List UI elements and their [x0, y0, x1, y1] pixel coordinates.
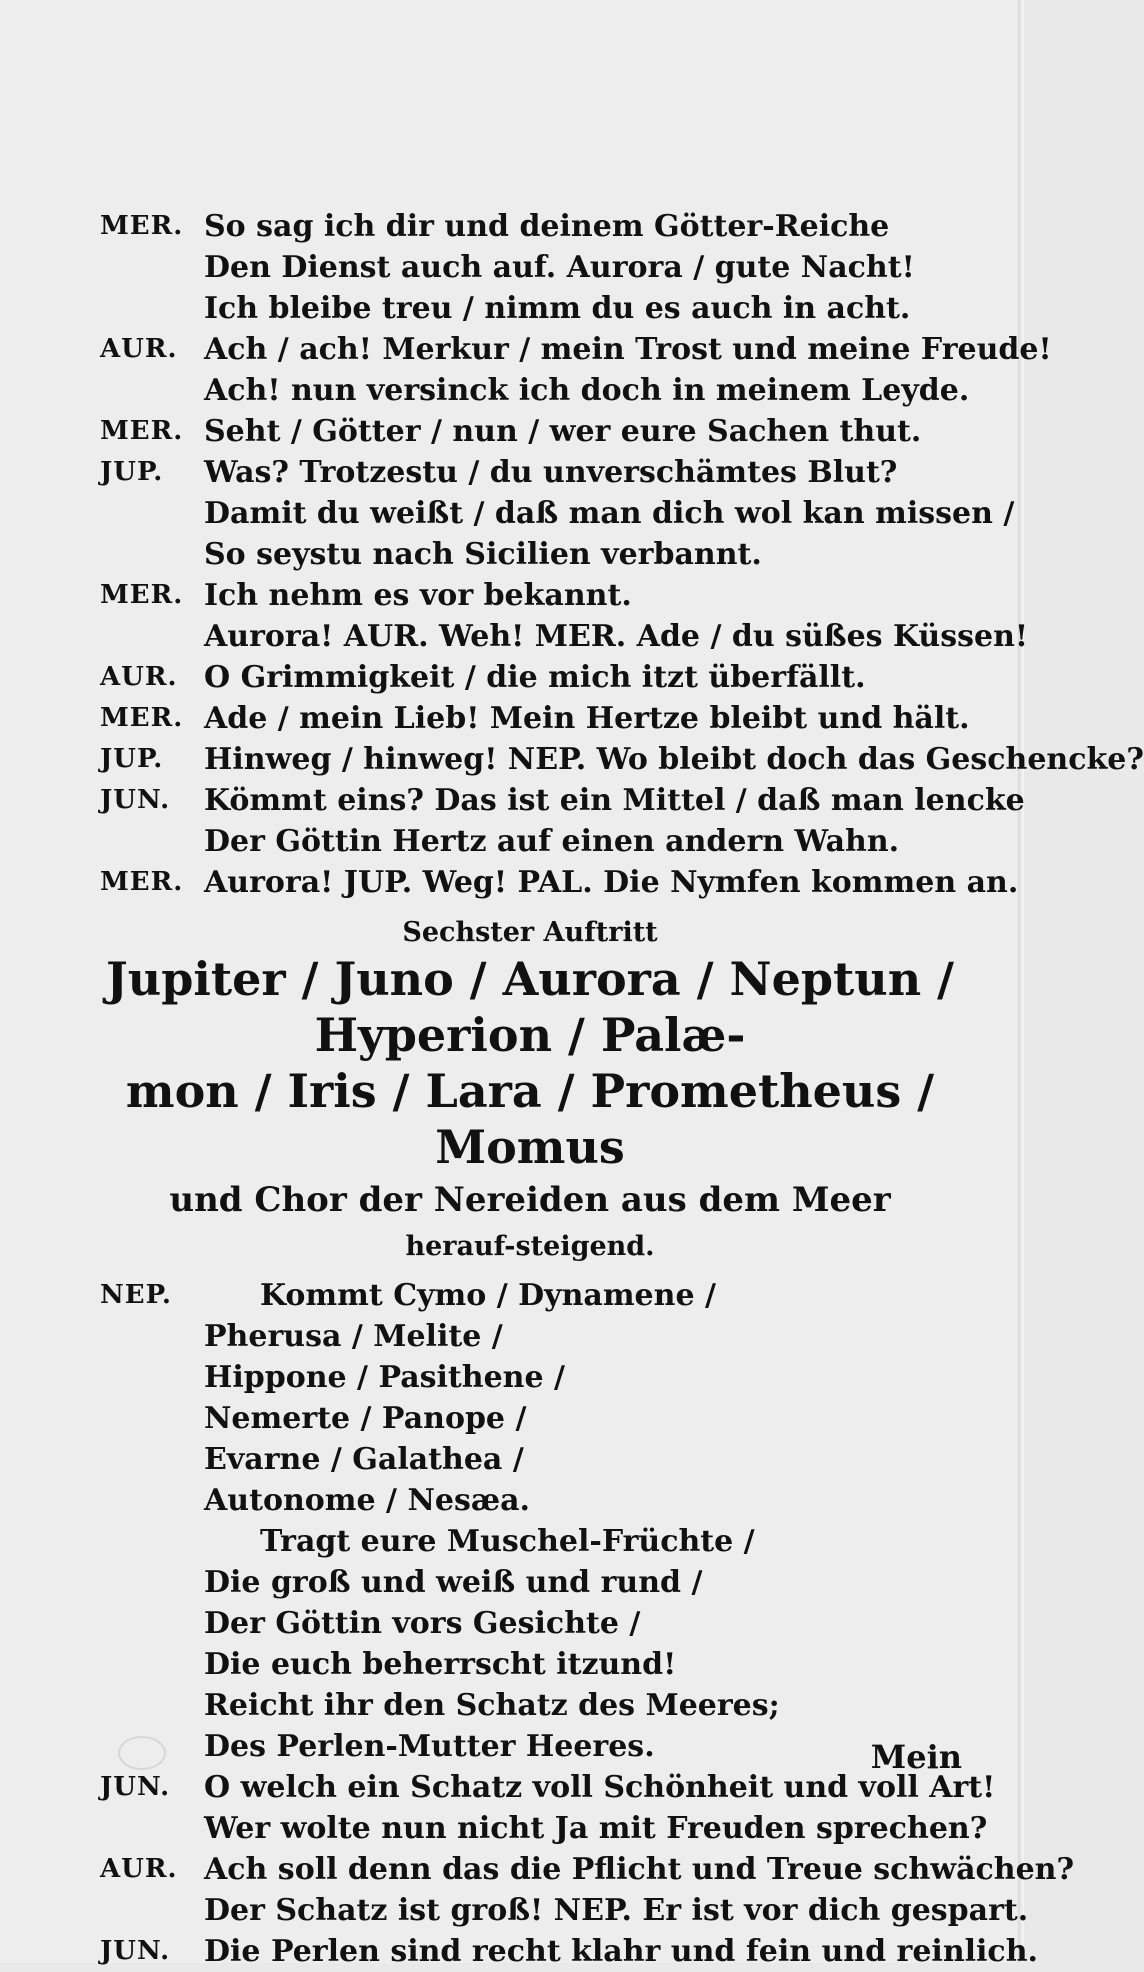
- dialogue-line: [100, 821, 980, 862]
- speaker-label: MER.: [100, 867, 184, 897]
- page-edge: [1018, 0, 1024, 1963]
- speaker-label: MER.: [100, 580, 184, 610]
- line-text: Hinweg / hinweg! NEP. Wo bleibt doch das Geschencke?: [204, 742, 1144, 777]
- line-text: Hippone / Pasithene /: [204, 1360, 565, 1395]
- dialogue-line: [100, 247, 980, 288]
- line-text: Nemerte / Panope /: [204, 1401, 527, 1436]
- line-text: Die Perlen sind recht klahr und fein und reinlich.: [204, 1934, 1038, 1969]
- dialogue-line: [100, 1726, 980, 1767]
- dialogue-line: [100, 1275, 980, 1316]
- dialogue-line: [100, 1521, 980, 1562]
- dialogue-line: [100, 206, 980, 247]
- line-text: Des Perlen-Mutter Heeres.: [204, 1729, 655, 1764]
- speaker-label: NEP.: [100, 1280, 172, 1310]
- dialogue-line: [100, 862, 1019, 903]
- speaker-label: JUN.: [100, 1936, 171, 1966]
- speaker-label: AUR.: [100, 662, 178, 692]
- speaker-label: AUR.: [100, 1854, 178, 1884]
- speaker-label: MER.: [100, 211, 184, 241]
- line-text: Kömmt eins? Das ist ein Mittel / daß man lencke: [204, 783, 1025, 818]
- line-text: Der Göttin vors Gesichte /: [204, 1606, 641, 1641]
- line-text: Tragt eure Muschel-Früchte /: [260, 1524, 755, 1559]
- speaker-label: MER.: [100, 416, 184, 446]
- dialogue-line: [100, 1808, 988, 1849]
- line-text: Ich bleibe treu / nimm du es auch in acht.: [204, 291, 911, 326]
- speaker-label: JUP.: [100, 457, 164, 487]
- line-text: Wer wolte nun nicht Ja mit Freuden sprechen?: [204, 1811, 988, 1846]
- cast-line-4: herauf-steigend.: [405, 1231, 655, 1262]
- dialogue-line: [100, 1480, 980, 1521]
- speaker-label: AUR.: [100, 334, 178, 364]
- speaker-label: JUN.: [100, 1772, 171, 1802]
- dialogue-line: [100, 493, 1015, 534]
- dialogue-line: [100, 370, 980, 411]
- dialogue-line: [100, 1931, 1038, 1972]
- line-text: Ach soll denn das die Pflicht und Treue schwächen?: [204, 1852, 1075, 1887]
- catchword: Mein: [870, 1738, 962, 1776]
- line-text: Den Dienst auch auf. Aurora / gute Nacht!: [204, 250, 915, 285]
- dialogue-line: [100, 1849, 1075, 1890]
- dialogue-line: [100, 1644, 980, 1685]
- cast-line-1: Jupiter / Juno / Aurora / Neptun / Hyperion / Palæ-: [106, 952, 954, 1062]
- line-text: Die groß und weiß und rund /: [204, 1565, 703, 1600]
- text-block: [100, 206, 1144, 1972]
- line-text: Der Göttin Hertz auf einen andern Wahn.: [204, 824, 900, 859]
- line-text: Evarne / Galathea /: [204, 1442, 524, 1477]
- line-text: Was? Trotzestu / du unverschämtes Blut?: [204, 455, 898, 490]
- scene-heading: Sechster Auftritt: [402, 917, 658, 948]
- line-text: O Grimmigkeit / die mich itzt überfällt.: [204, 660, 866, 695]
- dialogue-line: [100, 452, 980, 493]
- line-text: Autonome / Nesæa.: [204, 1483, 530, 1518]
- dialogue-top: [100, 206, 1144, 903]
- dialogue-line: [100, 616, 1029, 657]
- dialogue-line: [100, 1603, 980, 1644]
- line-text: So sag ich dir und deinem Götter-Reiche: [204, 209, 890, 244]
- dialogue-line: [100, 698, 980, 739]
- speaker-label: MER.: [100, 703, 184, 733]
- line-text: Pherusa / Melite /: [204, 1319, 503, 1354]
- dialogue-line: [100, 739, 1144, 780]
- line-text: Die euch beherrscht itzund!: [204, 1647, 677, 1682]
- dialogue-line: [100, 1685, 980, 1726]
- line-text: Damit du weißt / daß man dich wol kan missen /: [204, 496, 1015, 531]
- dialogue-line: [100, 534, 980, 575]
- dialogue-line: [100, 780, 1025, 821]
- line-text: Der Schatz ist groß! NEP. Er ist vor dich gespart.: [204, 1893, 1029, 1928]
- dialogue-line: [100, 1562, 980, 1603]
- line-text: Ach / ach! Merkur / mein Trost und meine Freude!: [204, 332, 1052, 367]
- line-text: Ach! nun versinck ich doch in meinem Leyde.: [204, 373, 970, 408]
- dialogue-line: [100, 288, 980, 329]
- dialogue-line: [100, 575, 980, 616]
- line-text: Ade / mein Lieb! Mein Hertze bleibt und hält.: [204, 701, 970, 736]
- dialogue-bottom: [100, 1275, 1075, 1972]
- dialogue-line: [100, 1439, 980, 1480]
- line-text: Reicht ihr den Schatz des Meeres;: [204, 1688, 780, 1723]
- line-text: Ich nehm es vor bekannt.: [204, 578, 632, 613]
- line-text: So seystu nach Sicilien verbannt.: [204, 537, 762, 572]
- speaker-label: JUP.: [100, 744, 164, 774]
- line-text: O welch ein Schatz voll Schönheit und voll Art!: [204, 1770, 996, 1805]
- dialogue-line: [100, 1316, 980, 1357]
- cast-line-3: und Chor der Nereiden aus dem Meer: [169, 1180, 891, 1220]
- line-text: Aurora! JUP. Weg! PAL. Die Nymfen kommen an.: [204, 865, 1019, 900]
- dialogue-line: [100, 1398, 980, 1439]
- dialogue-line: [100, 1357, 980, 1398]
- speaker-label: JUN.: [100, 785, 171, 815]
- dialogue-line: [100, 329, 1052, 370]
- dialogue-line: [100, 1767, 996, 1808]
- line-text: Kommt Cymo / Dynamene /: [260, 1278, 716, 1313]
- cast-line-2: mon / Iris / Lara / Prometheus / Momus: [125, 1064, 935, 1174]
- stamp-mark: [118, 1736, 166, 1770]
- dialogue-line: [100, 657, 980, 698]
- dialogue-line: [100, 1890, 1029, 1931]
- line-text: Seht / Götter / nun / wer eure Sachen thut.: [204, 414, 922, 449]
- dialogue-line: [100, 411, 980, 452]
- line-text: Aurora! AUR. Weh! MER. Ade / du süßes Küssen!: [204, 619, 1029, 654]
